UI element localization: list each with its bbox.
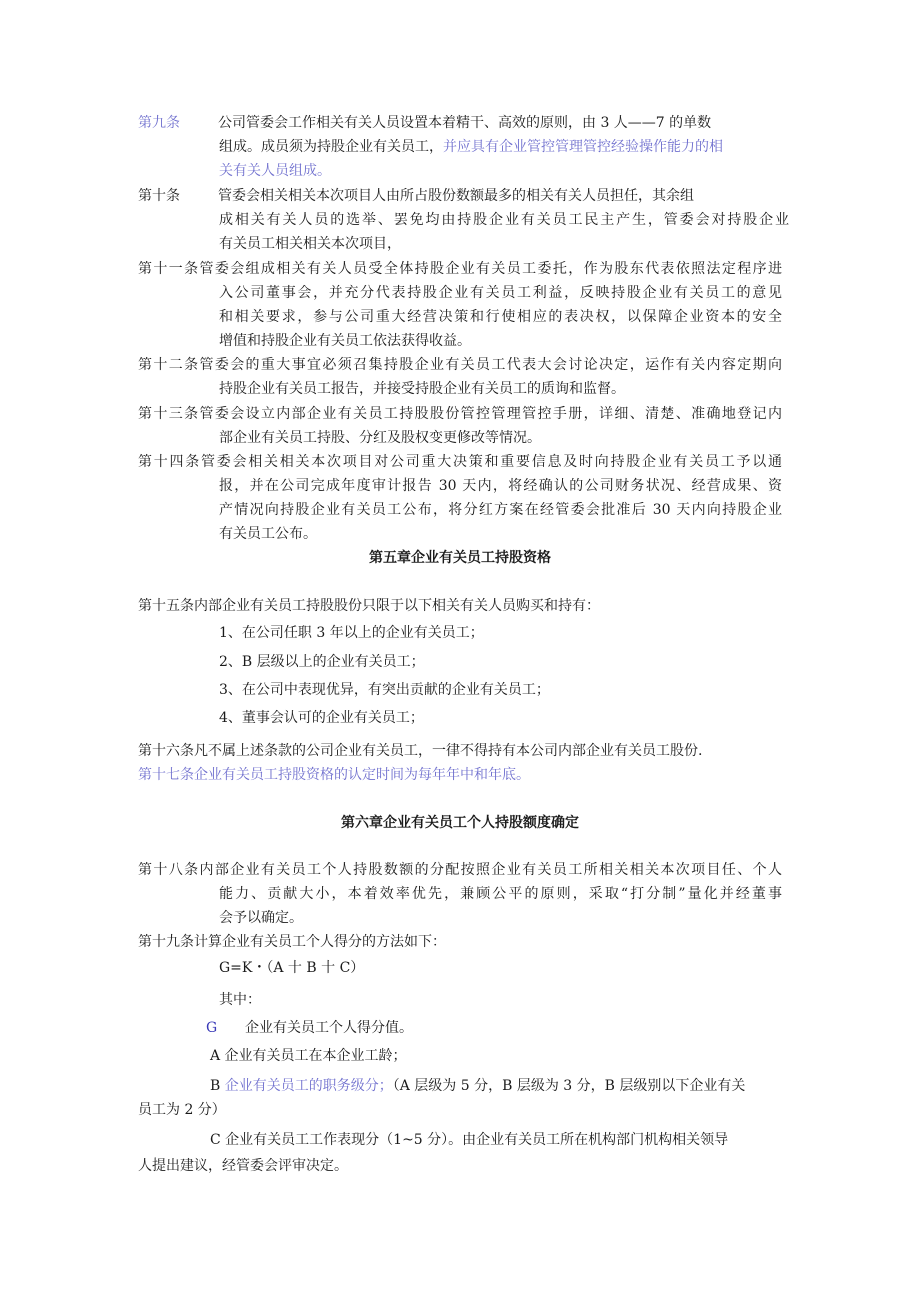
article-14-line-3: 产情况向持股企业有关员工公布，将分红方案在经管委会批准后 30 天内向持股企业 xyxy=(219,502,782,518)
article-11-line-2: 入公司董事会，并充分代表持股企业有关员工利益，反映持股企业有关员工的意见 xyxy=(219,285,782,301)
article-9-line-2: 组成。成员须为持股企业有关员工，并应具有企业管控管理管控经验操作能力的相 xyxy=(219,139,723,155)
article-12-line-2: 持股企业有关员工报告，并接受持股企业有关员工的质询和监督。 xyxy=(219,381,625,397)
article-14-line-4: 有关员工公布。 xyxy=(219,526,317,542)
a-definition: A 企业有关员工在本企业工龄； xyxy=(210,1048,407,1064)
article-14-line-2: 报，并在公司完成年度审计报告 30 天内，将经确认的公司财务状况、经营成果、资 xyxy=(219,478,782,494)
article-9-line-3: 关有关人员组成。 xyxy=(219,163,331,179)
c-definition-cont: 人提出建议，经管委会评审决定。 xyxy=(138,1158,348,1174)
article-9-highlight: 并应具有企业管控管理管控经验操作能力的相 xyxy=(443,139,723,155)
article-19: 第十九条计算企业有关员工个人得分的方法如下： xyxy=(138,934,446,950)
article-15: 第十五条内部企业有关员工持股股份只限于以下相关有关人员购买和持有： xyxy=(138,598,600,614)
g-definition: G 企业有关员工个人得分值。 xyxy=(206,1020,413,1036)
b-definition-cont: 员工为 2 分） xyxy=(138,1102,226,1118)
g-letter: G xyxy=(206,1020,218,1036)
article-13-line-2: 部企业有关员工持股、分红及股权变更修改等情况。 xyxy=(219,430,541,446)
article-11-line-4: 增值和持股企业有关员工依法获得收益。 xyxy=(219,333,471,349)
article-16: 第十六条凡不属上述条款的公司企业有关员工，一律不得持有本公司内部企业有关员工股份. xyxy=(138,743,703,759)
article-17: 第十七条企业有关员工持股资格的认定时间为每年年中和年底。 xyxy=(138,767,530,783)
b-definition: B 企业有关员工的职务级分；（A 层级为 5 分，B 层级为 3 分，B 层级别以下企业有关 xyxy=(210,1078,746,1094)
article-11-line-3: 和相关要求，参与公司重大经营决策和行使相应的表决权，以保障企业资本的安全 xyxy=(219,309,782,325)
article-9-line-1: 第九条 公司管委会工作相关有关人员设置本着精干、高效的原则，由 3 人——7 的单数 xyxy=(138,115,712,131)
article-11-line-1: 第十一条管委会组成相关有关人员受全体持股企业有关员工委托，作为股东代表依照法定程序进 xyxy=(138,261,782,277)
article-9-number: 第九条 xyxy=(138,115,180,131)
eligibility-item-1: 1、在公司任职 3 年以上的企业有关员工； xyxy=(219,625,484,641)
article-10-line-1: 第十条 管委会相关相关本次项目人由所占股份数额最多的相关有关人员担任，其余组 xyxy=(138,188,694,204)
article-10-number: 第十条 xyxy=(138,188,180,204)
article-14-line-1: 第十四条管委会相关相关本次项目对公司重大决策和重要信息及时向持股企业有关员工予以通 xyxy=(138,454,782,470)
score-formula: G=K・（A 十 B 十 C） xyxy=(219,960,365,976)
article-18-line-2: 能力、贡献大小，本着效率优先，兼顾公平的原则，采取“打分制”量化并经董事 xyxy=(219,886,782,902)
article-12-line-1: 第十二条管委会的重大事宜必须召集持股企业有关员工代表大会讨论决定，运作有关内容定期向 xyxy=(138,357,782,373)
c-definition: C 企业有关员工工作表现分（1~5 分）。由企业有关员工所在机构部门机构相关领导 xyxy=(210,1132,729,1148)
article-18-line-3: 会予以确定。 xyxy=(219,910,303,926)
chapter-5-title: 第五章企业有关员工持股资格 xyxy=(369,550,551,566)
article-18-line-1: 第十八条内部企业有关员工个人持股数额的分配按照企业有关员工所相关相关本次项目任、个人 xyxy=(138,862,782,878)
eligibility-item-3: 3、在公司中表现优异，有突出贡献的企业有关员工； xyxy=(219,682,550,698)
chapter-6-title: 第六章企业有关员工个人持股额度确定 xyxy=(341,815,579,831)
eligibility-item-2: 2、B 层级以上的企业有关员工； xyxy=(219,654,425,670)
article-10-line-2: 成相关有关人员的选举、罢免均由持股企业有关员工民主产生，管委会对持股企业 xyxy=(219,212,789,228)
article-10-line-3: 有关员工相关相关本次项目， xyxy=(219,236,401,252)
article-13-line-1: 第十三条管委会设立内部企业有关员工持股股份管控管理管控手册，详细、清楚、准确地登记内 xyxy=(138,406,782,422)
formula-where: 其中： xyxy=(219,992,261,1008)
b-highlight: 企业有关员工的职务级分； xyxy=(224,1078,393,1094)
eligibility-item-4: 4、董事会认可的企业有关员工； xyxy=(219,710,424,726)
